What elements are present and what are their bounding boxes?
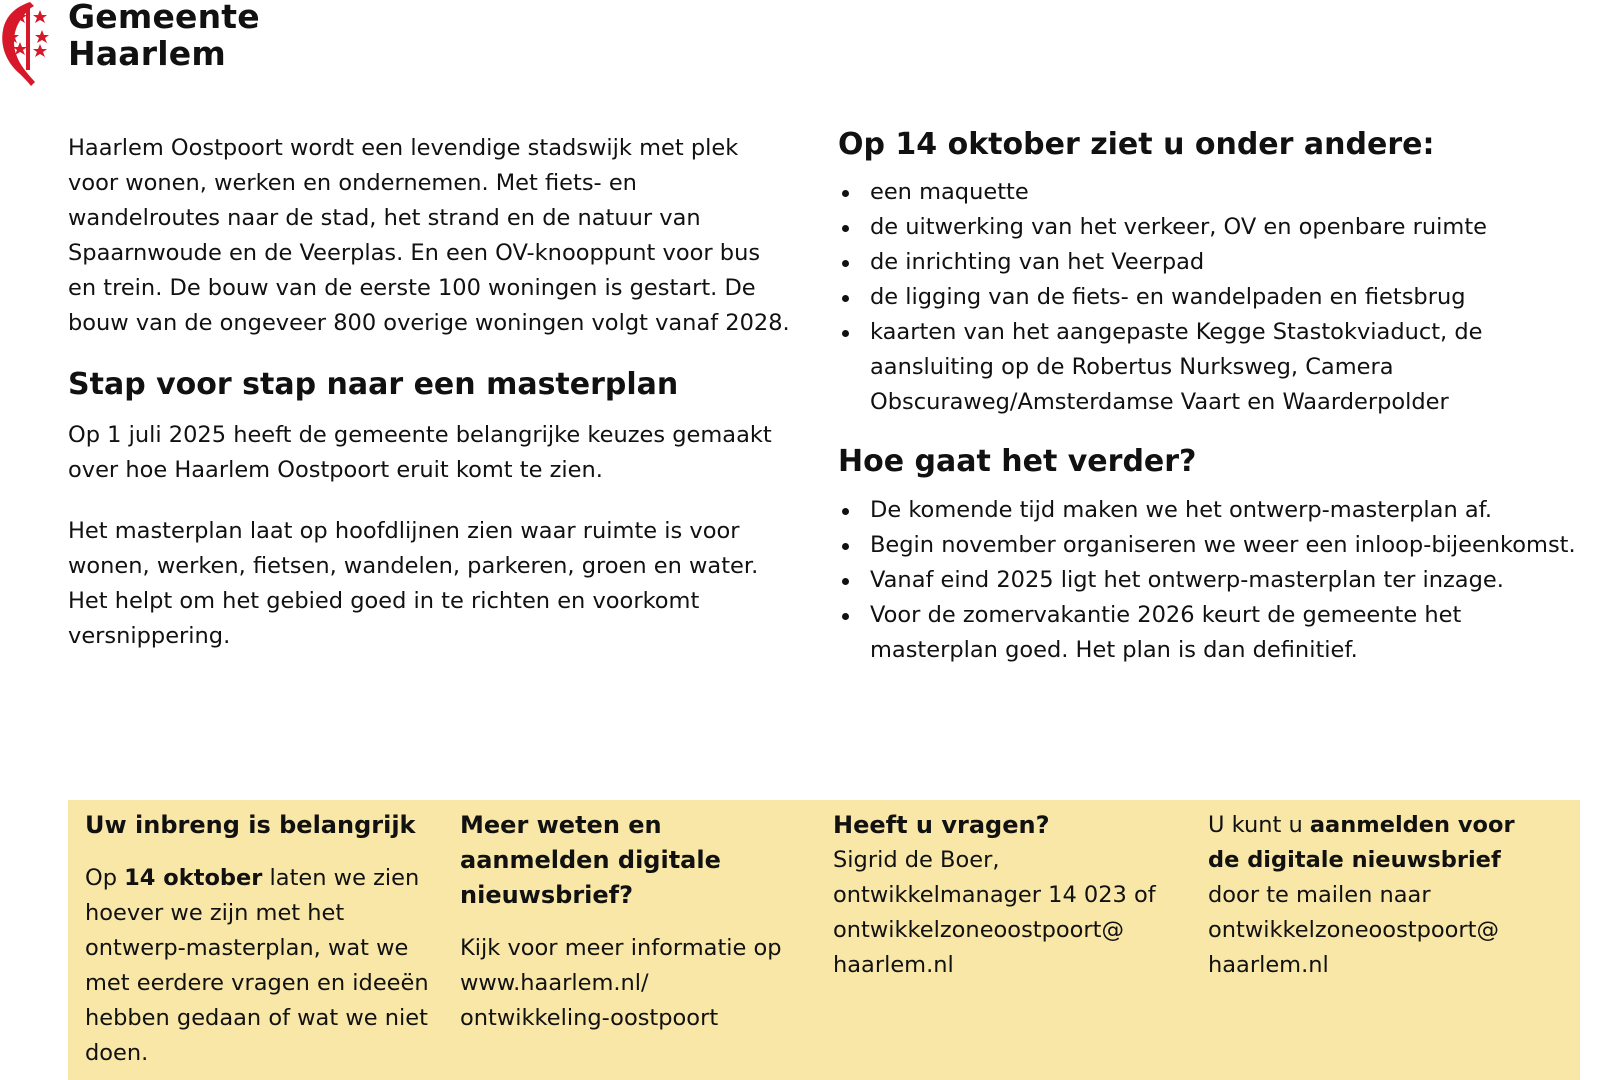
right-column — [838, 125, 1583, 668]
list-item: Voor de zomervakantie 2026 keurt de gemeente het masterplan goed. Het plan is dan definitief. — [838, 598, 1583, 668]
info-box-heading: Meer weten en aanmelden digitale nieuwsbrief? — [460, 811, 721, 909]
info-box-questions — [833, 808, 1178, 983]
list-item: de ligging van de fiets- en wandelpaden en fietsbrug — [838, 280, 1583, 315]
list-item: Vanaf eind 2025 ligt het ontwerp-masterplan ter inzage. — [838, 563, 1583, 598]
list-item: Begin november organiseren we weer een inloop-bijeenkomst. — [838, 528, 1583, 563]
next-steps-list — [838, 493, 1583, 668]
info-box-text: Op 14 oktober laten we zien hoever we zijn met het ontwerp-masterplan, wat we met eerdere vragen en ideeën hebben gedaan of wat we niet doen. — [85, 865, 429, 1066]
info-box-link-text[interactable]: Kijk voor meer informatie op www.haarlem.nl/ ontwikkeling-oostpoort — [460, 935, 782, 1031]
info-panel — [68, 800, 1580, 1080]
list-item: de inrichting van het Veerpad — [838, 245, 1583, 280]
intro-paragraph: Haarlem Oostpoort wordt een levendige stadswijk met plek voor wonen, werken en ondernemen. Met fiets- en wandelroutes naar de stad, het strand en de natuur van Spaarnwoude en de Veerplas. En een OV-knooppunt voor bus en trein. De bouw van de eerste 100 woningen is gestart. De bouw van de ongeveer 800 overige woningen volgt vanaf 2028. — [68, 135, 790, 336]
logo-line-1: Gemeente — [68, 0, 260, 36]
logo-line-2: Haarlem — [68, 34, 226, 73]
info-box-heading: Heeft u vragen? — [833, 811, 1050, 839]
info-box-heading: Uw inbreng is belangrijk — [85, 811, 416, 839]
masterplan-heading: Stap voor stap naar een masterplan — [68, 367, 679, 402]
october-list — [838, 175, 1583, 420]
list-item: De komende tijd maken we het ontwerp-masterplan af. — [838, 493, 1583, 528]
masterplan-paragraph-2: Het masterplan laat op hoofdlijnen zien waar ruimte is voor wonen, werken, fietsen, wandelen, parkeren, groen en water. Het helpt om het gebied goed in te richten en voorkomt versnippering. — [68, 518, 759, 649]
haarlem-crest-icon — [0, 0, 56, 86]
left-column — [68, 131, 790, 654]
info-box-newsletter — [460, 808, 795, 1036]
list-item: kaarten van het aangepaste Kegge Stastokviaduct, de aansluiting op de Robertus Nurksweg, Camera Obscuraweg/Amsterdamse Vaart en Waarderpolder — [838, 315, 1583, 420]
next-steps-heading: Hoe gaat het verder? — [838, 444, 1197, 479]
list-item: een maquette — [838, 175, 1583, 210]
masterplan-paragraph-1: Op 1 juli 2025 heeft de gemeente belangrijke keuzes gemaakt over hoe Haarlem Oostpoort eruit komt te zien. — [68, 422, 772, 483]
list-item: de uitwerking van het verkeer, OV en openbare ruimte — [838, 210, 1583, 245]
logo — [0, 0, 260, 90]
info-box-contact-text[interactable]: Sigrid de Boer, ontwikkelmanager 14 023 of ontwikkelzoneoostpoort@ haarlem.nl — [833, 847, 1156, 978]
info-box-subscribe — [1208, 808, 1553, 983]
info-box-subscribe-text[interactable]: U kunt u aanmelden voor de digitale nieuwsbrief door te mailen naar ontwikkelzoneoostpoort@ haarlem.nl — [1208, 812, 1515, 978]
info-box-input — [85, 808, 430, 1071]
october-heading: Op 14 oktober ziet u onder andere: — [838, 127, 1435, 162]
